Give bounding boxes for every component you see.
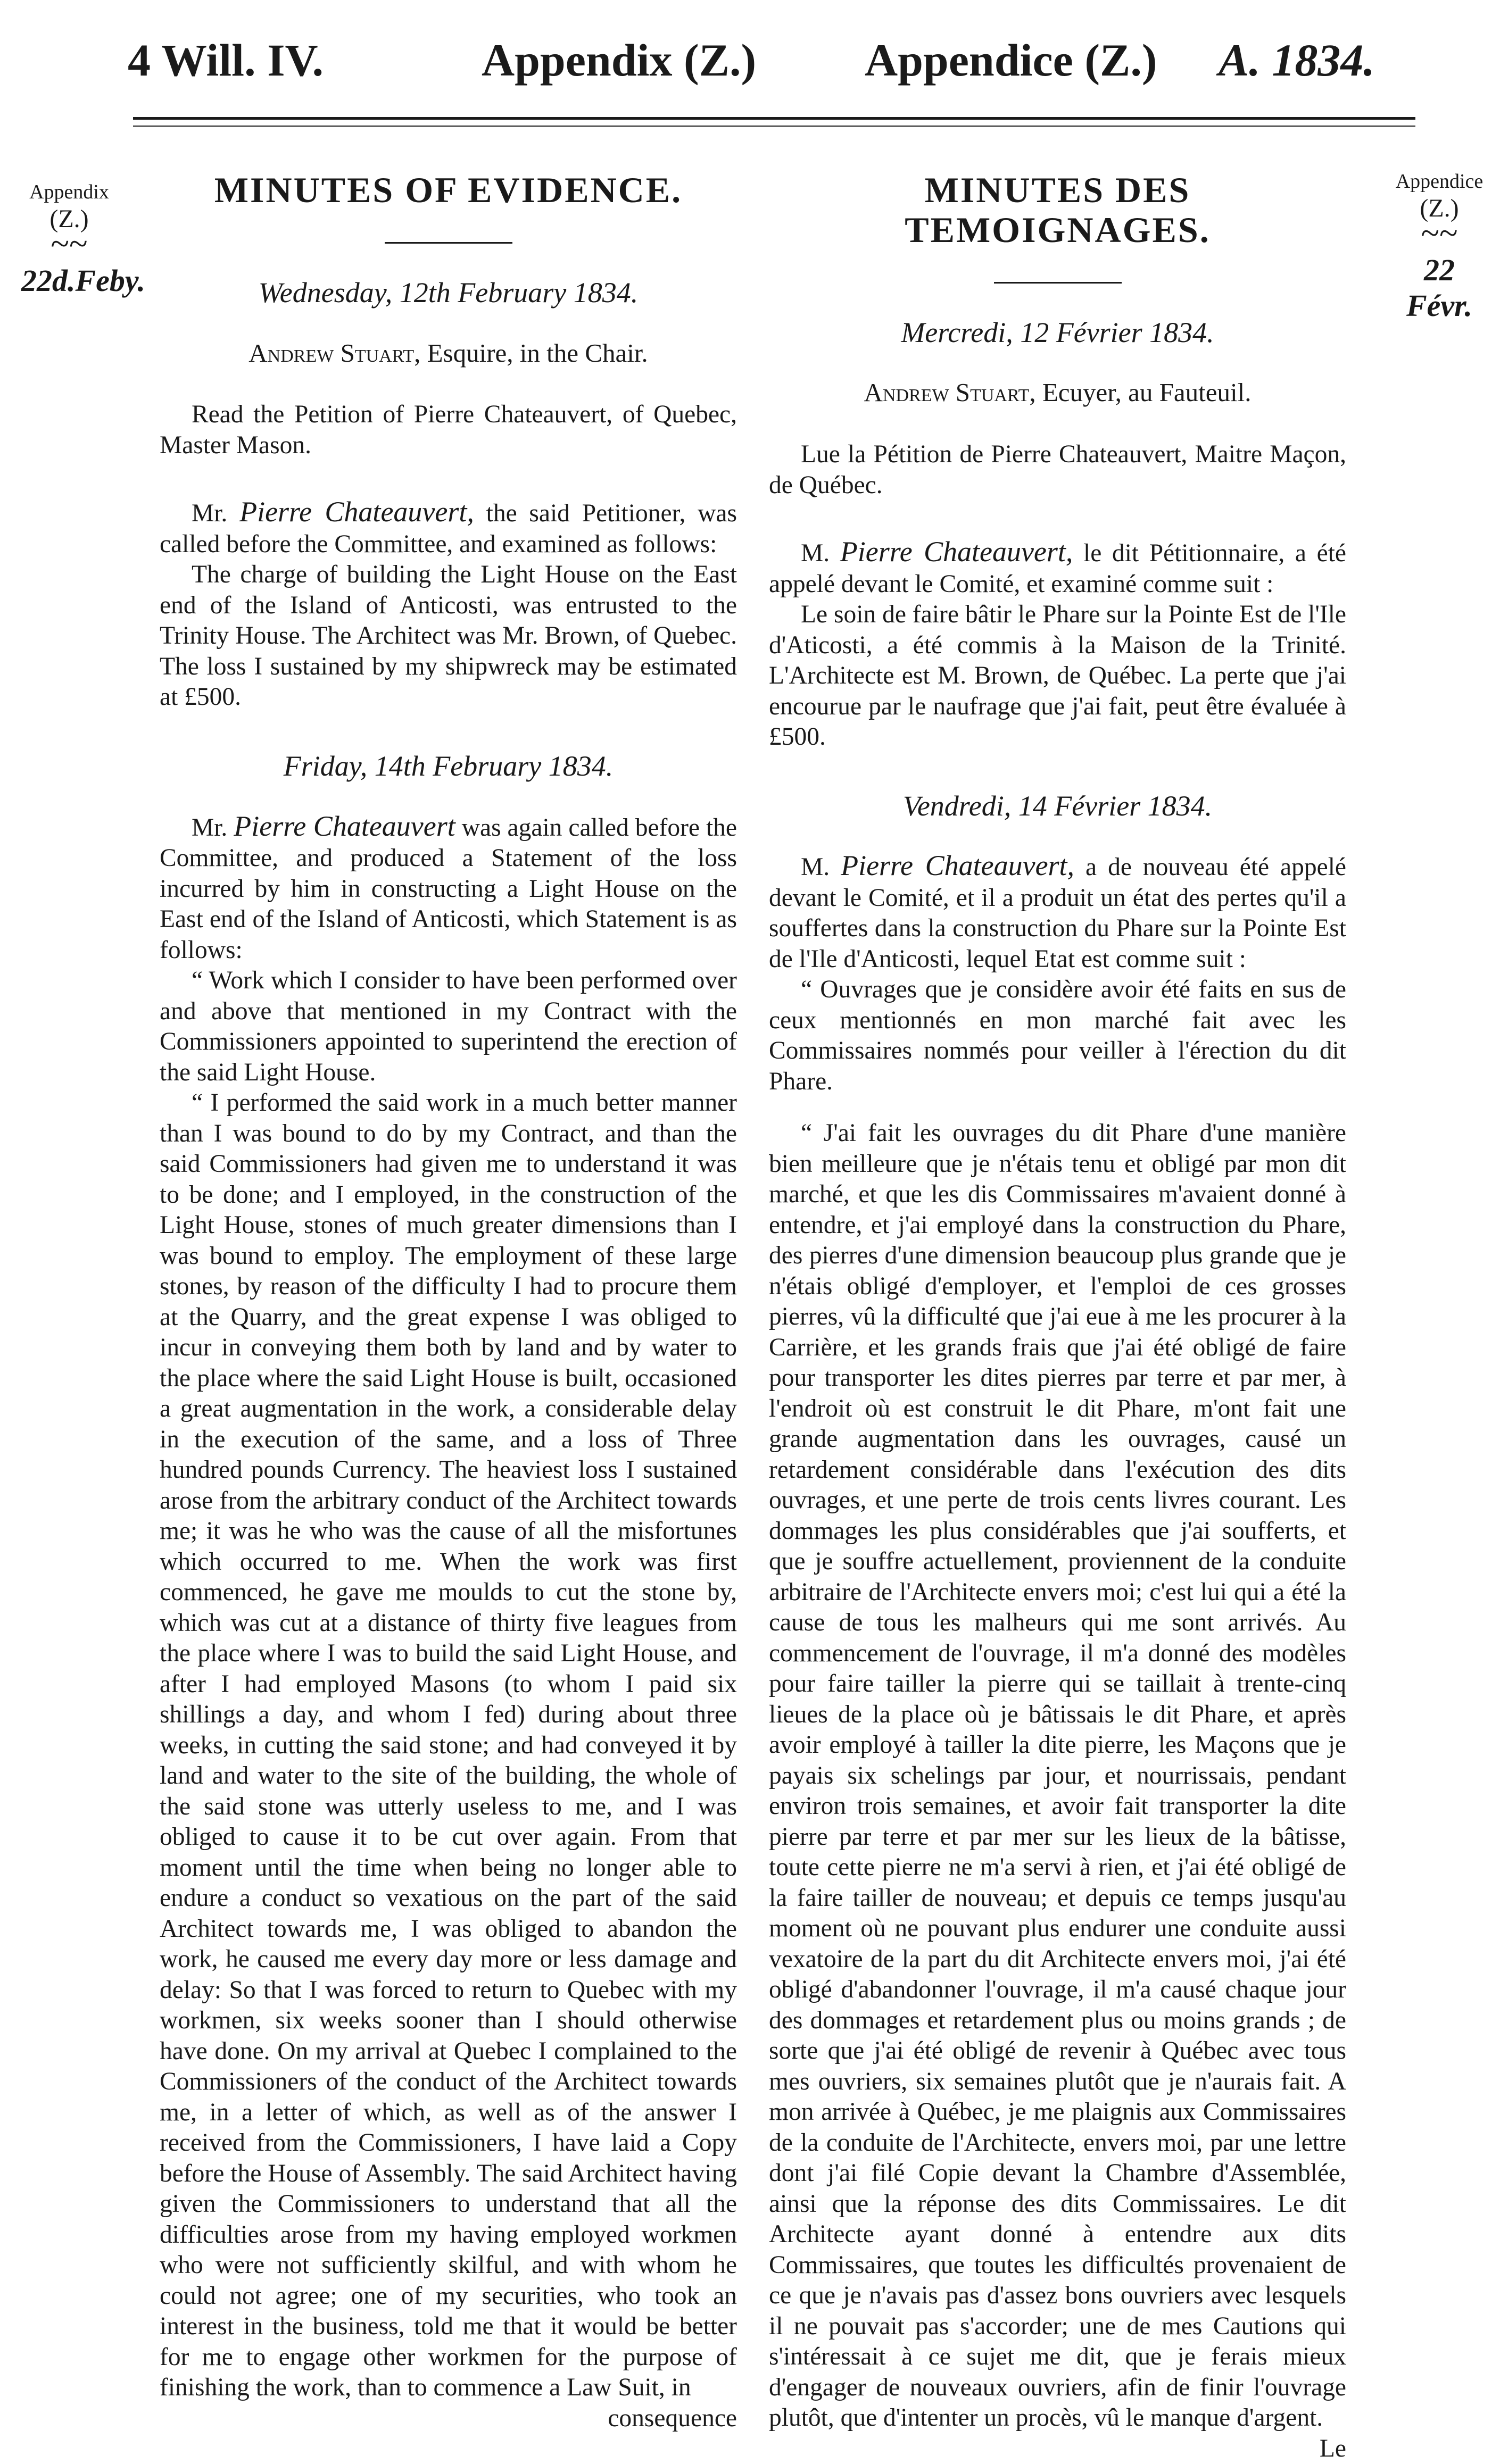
english-petition-read: Read the Petition of Pierre Chateauvert, of Quebec, Master Mason. [160,401,737,459]
chair-rest: Ecuyer, au Fauteuil. [1035,378,1252,407]
french-witness-called [769,537,1346,600]
french-column [769,170,1346,2464]
english-testimony-1: The charge of building the Light House on the East end of the Island of Anticosti, was entrusted to the Trinity House. The Architect was Mr. Brown, of Quebec. The loss I sustained by my shipwreck may be estimated at £500. [160,561,737,711]
margin-note-left [21,181,146,299]
english-date-friday: Friday, 14th February 1834. [283,750,614,782]
margin-note-right [1389,170,1490,324]
french-title: MINUTES DES TEMOIGNAGES. [905,170,1211,250]
french-date-vendredi: Vendredi, 14 Février 1834. [902,789,1213,822]
english-statement-body: “ I performed the said work in a much better manner than I was bound to do by my Contract, and than the said Commissioners had given me to understand it was to be done; and I employed, in the construction of the Light House, stones of much greater dimensions than I was bound to employ. The employment of these large stones, by reason of the difficulty I had to procure them at the Quarry, and the great expense I was obliged to incur in conveying them both by land and by water to the place where the said Light House is built, occasioned a great augmentation in the work, a considerable delay in the execution of the same, and a loss of Three hundred pounds Currency. The heaviest loss I sustained arose from the arbitrary conduct of the Architect towards me; it was he who was the cause of all the misfortunes which occurred to me. When the work was first commenced, he gave me moulds to cut the stone by, which was cut at a distance of thirty five leagues from the place where I was to build the said Light House, and after I had employed Masons (to whom I paid six shillings a day, and whom I fed) during about three weeks, in cutting the said stone; and had conveyed it by land and water to the site of the building, the whole of the said stone was utterly useless to me, and I was obliged to cause it to be cut over again. From that moment until the time when being no longer able to endure a conduct so vexatious on the part of the said Architect towards me, I was obliged to abandon the work, he caused me every day more or less damage and delay: So that I was forced to return to Quebec with my workmen, six weeks sooner than I should otherwise have done. On my arrival at Quebec I complained to the Commissioners of the conduct of the Architect towards me, in a letter of which, as well as of the answer I received from the Commissioners, I have laid a Copy before the House of Assembly. The said Architect having given the Commissioners to understand that all the difficulties arose from my having employed workmen who were not sufficiently skilful, and with whom he could not agree; one of my securities, who took an interest in the business, told me that it would be better for me to engage other workmen for the purpose of finishing the work, than to commence a Law Suit, in [160,1089,737,2402]
witness-name: Pierre Chateauvert, [840,536,1073,568]
english-witness-called [160,497,737,560]
recalled-text: was again called before the Committee, and produced a Statement of the loss incurred by him in constructing a Light House on the East end of the Island of Anticosti, which Statement is as follows: [160,813,737,964]
honorific: M. [801,539,840,568]
witness-name: Pierre Chateauvert, [239,496,474,528]
english-witness-recalled [160,811,737,966]
header-rule-bottom [133,126,1415,127]
english-statement-heading: “ Work which I consider to have been performed over and above that mentioned in my Contract with the Commissioners appointed to superintend the erection of the said Light House. [160,967,737,1086]
french-date-mercredi: Mercredi, 12 Février 1834. [901,316,1214,348]
called-text: le dit Pétitionnaire, a été appelé devant le Comité, et examiné comme suit : [769,539,1347,598]
english-title: MINUTES OF EVIDENCE. [214,170,683,210]
french-catchword: Le [1319,2434,1346,2462]
witness-name: Pierre Chateauvert [234,810,455,842]
header-year: A. 1834. [1219,35,1375,86]
english-date-wednesday: Wednesday, 12th February 1834. [258,276,639,309]
margin-date: 22 Févr. [1406,253,1473,323]
margin-appendix-label: Appendice [1395,170,1484,193]
title-rule [994,282,1122,284]
margin-appendix-label: Appendix [29,181,109,203]
french-chair-line [769,377,1346,409]
called-text: the said Petitioner, was called before the Committee, and examined as follows: [160,500,737,558]
margin-ornament: ~~ [51,224,88,262]
witness-name: Pierre Chateauvert, [841,850,1075,882]
chair-rest: Esquire, in the Chair. [420,338,648,368]
margin-ornament: ~~ [1421,213,1458,252]
french-testimony-1: Le soin de faire bâtir le Phare sur la Pointe Est de l'Ile d'Aticosti, a été commis à la Maison de la Trinité. L'Architecte est M. Brown, de Québec. La perte que j'ai encourue par le naufrage que j'ai fait, peut être évaluée à £500. [769,601,1346,751]
margin-appendix-letter: (Z.) [1420,194,1459,222]
french-witness-recalled [769,851,1346,975]
honorific: M. [801,853,841,881]
header-appendix-en: Appendix (Z.) [482,35,757,86]
margin-appendix-letter: (Z.) [49,204,89,233]
title-rule [385,242,512,244]
margin-date: 22d.Feby. [21,263,146,298]
header-appendix-fr: Appendice (Z.) [865,35,1157,86]
recalled-text: a de nouveau été appelé devant le Comité, et il a produit un état des pertes qu'il a souffertes dans la construction du Phare sur la Pointe Est de l'Ile d'Anticosti, lequel Etat est comme suit : [769,853,1347,973]
french-petition-read: Lue la Pétition de Pierre Chateauvert, Maitre Maçon, de Québec. [769,440,1346,499]
honorific: Mr. [192,500,240,528]
chair-name: Andrew Stuart, [864,378,1036,407]
honorific: Mr. [192,813,234,842]
english-catchword: consequence [608,2404,737,2432]
french-statement-body: “ J'ai fait les ouvrages du dit Phare d'une manière bien meilleure que je n'étais tenu et obligé par mon dit marché, et que les dis Commissaires m'avaient donné à entendre, et j'ai employé dans la construction du Phare, des pierres d'une dimension beaucoup plus grande que je n'étais obligé d'employer, et l'emploi de ces grosses pierres, vû la difficulté que j'ai eue à me les procurer à la Carrière, et les grands frais que j'ai été obligé de faire pour transporter les dites pierres par terre et par mer, à l'endroit où est construit le dit Phare, m'ont fait une grande augmentation dans les ouvrages, causé un retardement considérable dans l'exécution des dits ouvrages, et une perte de trois cents livres courant. Les dommages les plus considérables que j'ai soufferts, et que je souffre actuellement, proviennent de la conduite arbitraire de l'Architecte envers moi; c'est lui qui a été la cause de tous les malheurs qui me sont arrivés. Au commencement de l'ouvrage, il m'a donné des modèles pour faire tailler la pierre qui se taillait à trente-cinq lieues de la place où je bâtissais le dit Phare, et après avoir employé à tailler la dite pierre, les Maçons que je payais six schelings par jour, et nourrissais, pendant environ trois semaines, et avoir fait transporter la dite pierre par terre et par mer sur les lieux de la bâtisse, toute cette pierre ne m'a servi à rien, et j'ai été obligé de la faire tailler de nouveau; et depuis ce temps jusqu'au moment où ne pouvant plus endurer une conduite aussi vexatoire de la part du dit Architecte envers moi, j'ai été obligé d'abandonner l'ouvrage, il m'a causé chaque jour des dommages et retardement plus ou moins grands ; de sorte que j'ai été obligé de revenir à Québec avec tous mes ouvriers, six semaines plutôt que je n'aurais fait. A mon arrivée à Québec, je me plaignis aux Commissaires de la conduite de l'Architecte, envers moi, par une lettre dont j'ai filé Copie devant la Chambre d'Assemblée, ainsi que la réponse des dits Commissaires. Le dit Architecte ayant donné à entendre aux dits Commissaires, que toutes les difficultés provenaient de ce que je n'avais pas d'assez bons ouvriers avec lesquels il ne pouvait pas s'accorder; une de mes Cautions qui s'intéressait à ce sujet me dit, que je ferais mieux d'engager de nouveaux ouvriers, afin de finir l'ouvrage plutôt, que d'intenter un procès, vû le manque d'argent. [769,1119,1346,2432]
header-regnal-year: 4 Will. IV. [128,35,324,86]
chair-name: Andrew Stuart, [248,338,421,368]
english-column [160,170,737,2434]
header-rule-top [133,117,1415,120]
english-chair-line [160,338,737,369]
french-statement-heading: “ Ouvrages que je considère avoir été faits en sus de ceux mentionnés en mon marché fait avec les Commissaires nommés pour veiller à l'érection du dit Phare. [769,976,1346,1095]
